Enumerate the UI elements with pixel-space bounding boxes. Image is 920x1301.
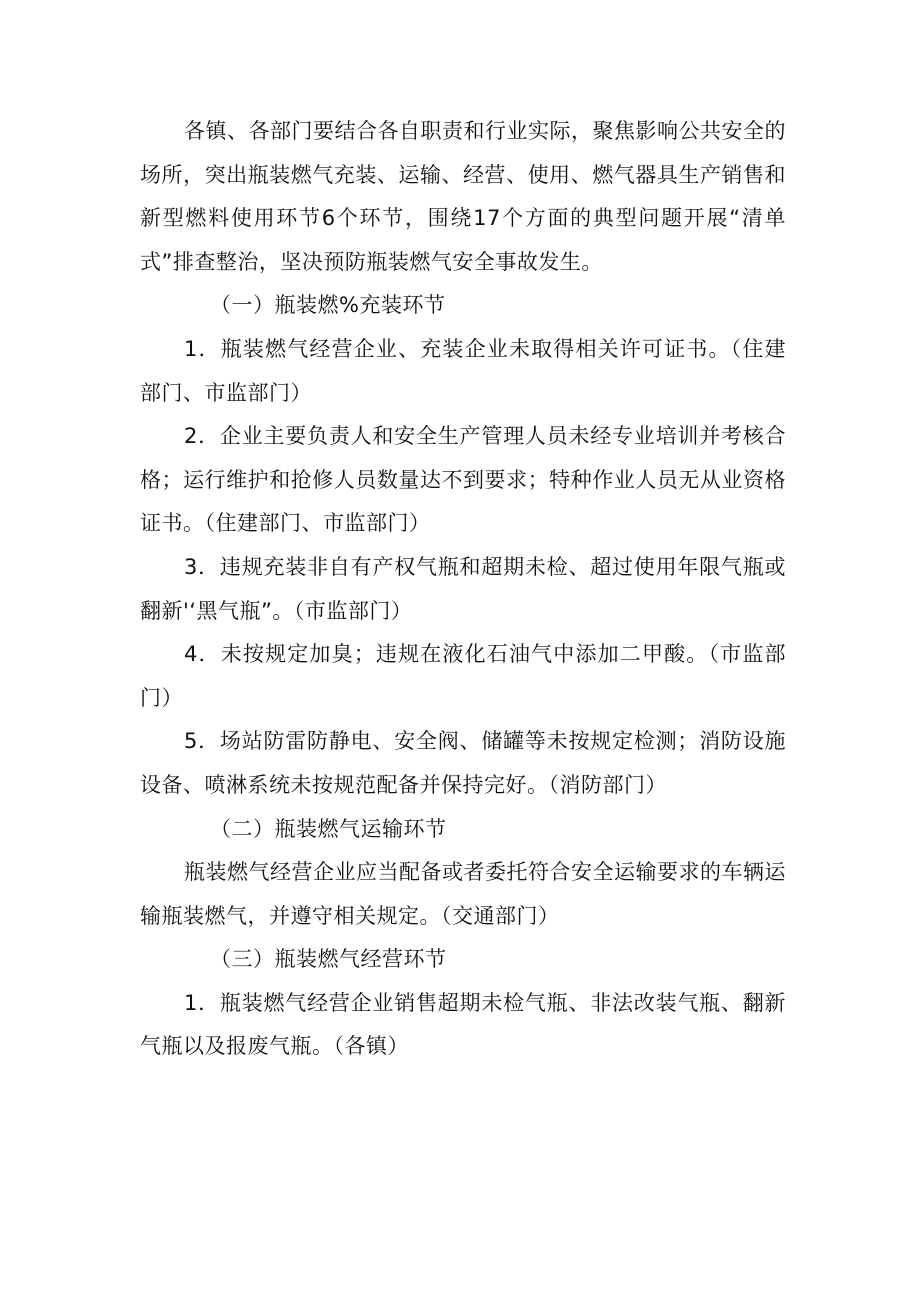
section-3-heading: （三）瓶装燃气经营环节 <box>210 947 447 972</box>
document-page <box>140 110 786 1069</box>
section-2-heading: （二）瓶装燃气运输环节 <box>210 816 447 841</box>
section-1-item-5: 5．场站防雷防静电、安全阀、储罐等未按规定检测；消防设施设备、喷淋系统未按规范配备并保持完好。（消防部门） <box>140 729 786 797</box>
section-2-body: 瓶装燃气经营企业应当配备或者委托符合安全运输要求的车辆运输瓶装燃气，并遵守相关规定。（交通部门） <box>140 860 786 928</box>
intro-paragraph: 各镇、各部门要结合各自职责和行业实际，聚焦影响公共安全的场所，突出瓶装燃气充装、运输、经营、使用、燃气器具生产销售和新型燃料使用环节6个环节，围绕17个方面的典型问题开展“清单式”排查整治，坚决预防瓶装燃气安全事故发生。 <box>140 119 786 274</box>
section-1-item-2: 2．企业主要负责人和安全生产管理人员未经专业培训并考核合格；运行维护和抢修人员数量达不到要求；特种作业人员无从业资格证书。（住建部门、市监部门） <box>140 424 786 536</box>
section-1-item-4: 4．未按规定加臭；违规在液化石油气中添加二甲酸。（市监部门） <box>140 642 786 710</box>
section-1-heading: （一）瓶装燃%充装环节 <box>210 293 446 318</box>
section-1-item-3: 3．违规充装非自有产权气瓶和超期未检、超过使用年限气瓶或翻新'‘黑气瓶”。（市监部门） <box>140 554 786 623</box>
section-3-item-1: 1．瓶装燃气经营企业销售超期未检气瓶、非法改装气瓶、翻新气瓶以及报废气瓶。（各镇） <box>140 990 786 1059</box>
section-1-item-1: 1．瓶装燃气经营企业、充装企业未取得相关许可证书。（住建部门、市监部门） <box>140 336 786 405</box>
